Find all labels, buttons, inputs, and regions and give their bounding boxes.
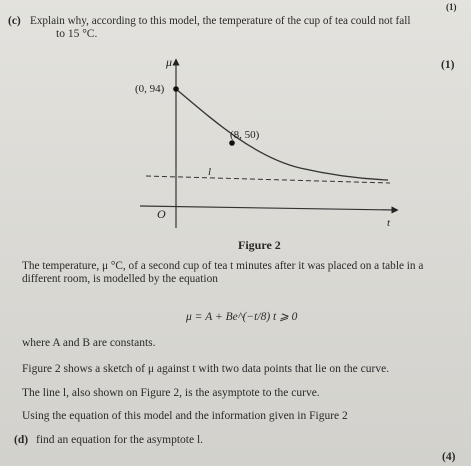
origin-label: O bbox=[157, 207, 166, 221]
asymptote-label: l bbox=[208, 166, 212, 178]
figure-caption: Figure 2 bbox=[238, 238, 281, 252]
point2-label: (8, 50) bbox=[230, 129, 260, 141]
point-0-94 bbox=[173, 86, 179, 92]
para5: Using the equation of this model and the information given in Figure 2 bbox=[22, 410, 348, 422]
para3: Figure 2 shows a sketch of μ against t with two data points that lie on the curve. bbox=[22, 363, 390, 375]
x-axis bbox=[140, 206, 395, 210]
part-c-label: (c) bbox=[8, 15, 21, 27]
corner-mark: (1) bbox=[446, 2, 457, 12]
y-axis-label: μ bbox=[166, 55, 173, 69]
part-d-marks: (4) bbox=[442, 451, 456, 463]
para2: where A and B are constants. bbox=[22, 337, 156, 349]
para1-line1: The temperature, μ °C, of a second cup of tea t minutes after it was placed on a table in a bbox=[22, 260, 424, 272]
para1-line2: different room, is modelled by the equation bbox=[22, 273, 218, 285]
point-8-50 bbox=[229, 140, 235, 146]
part-c-line2: to 15 °C. bbox=[56, 28, 98, 40]
part-c-line1: Explain why, according to this model, the temperature of the cup of tea could not fall bbox=[30, 15, 411, 27]
part-d-label: (d) bbox=[14, 434, 29, 446]
x-axis-label: t bbox=[387, 217, 391, 229]
para4: The line l, also shown on Figure 2, is the asymptote to the curve. bbox=[22, 387, 320, 399]
part-c-marks: (1) bbox=[441, 59, 455, 71]
point1-label: (0, 94) bbox=[135, 83, 165, 95]
part-d-text: find an equation for the asymptote l. bbox=[36, 434, 204, 446]
model-equation: μ = A + Be^(−t/8) t ⩾ 0 bbox=[186, 311, 298, 323]
